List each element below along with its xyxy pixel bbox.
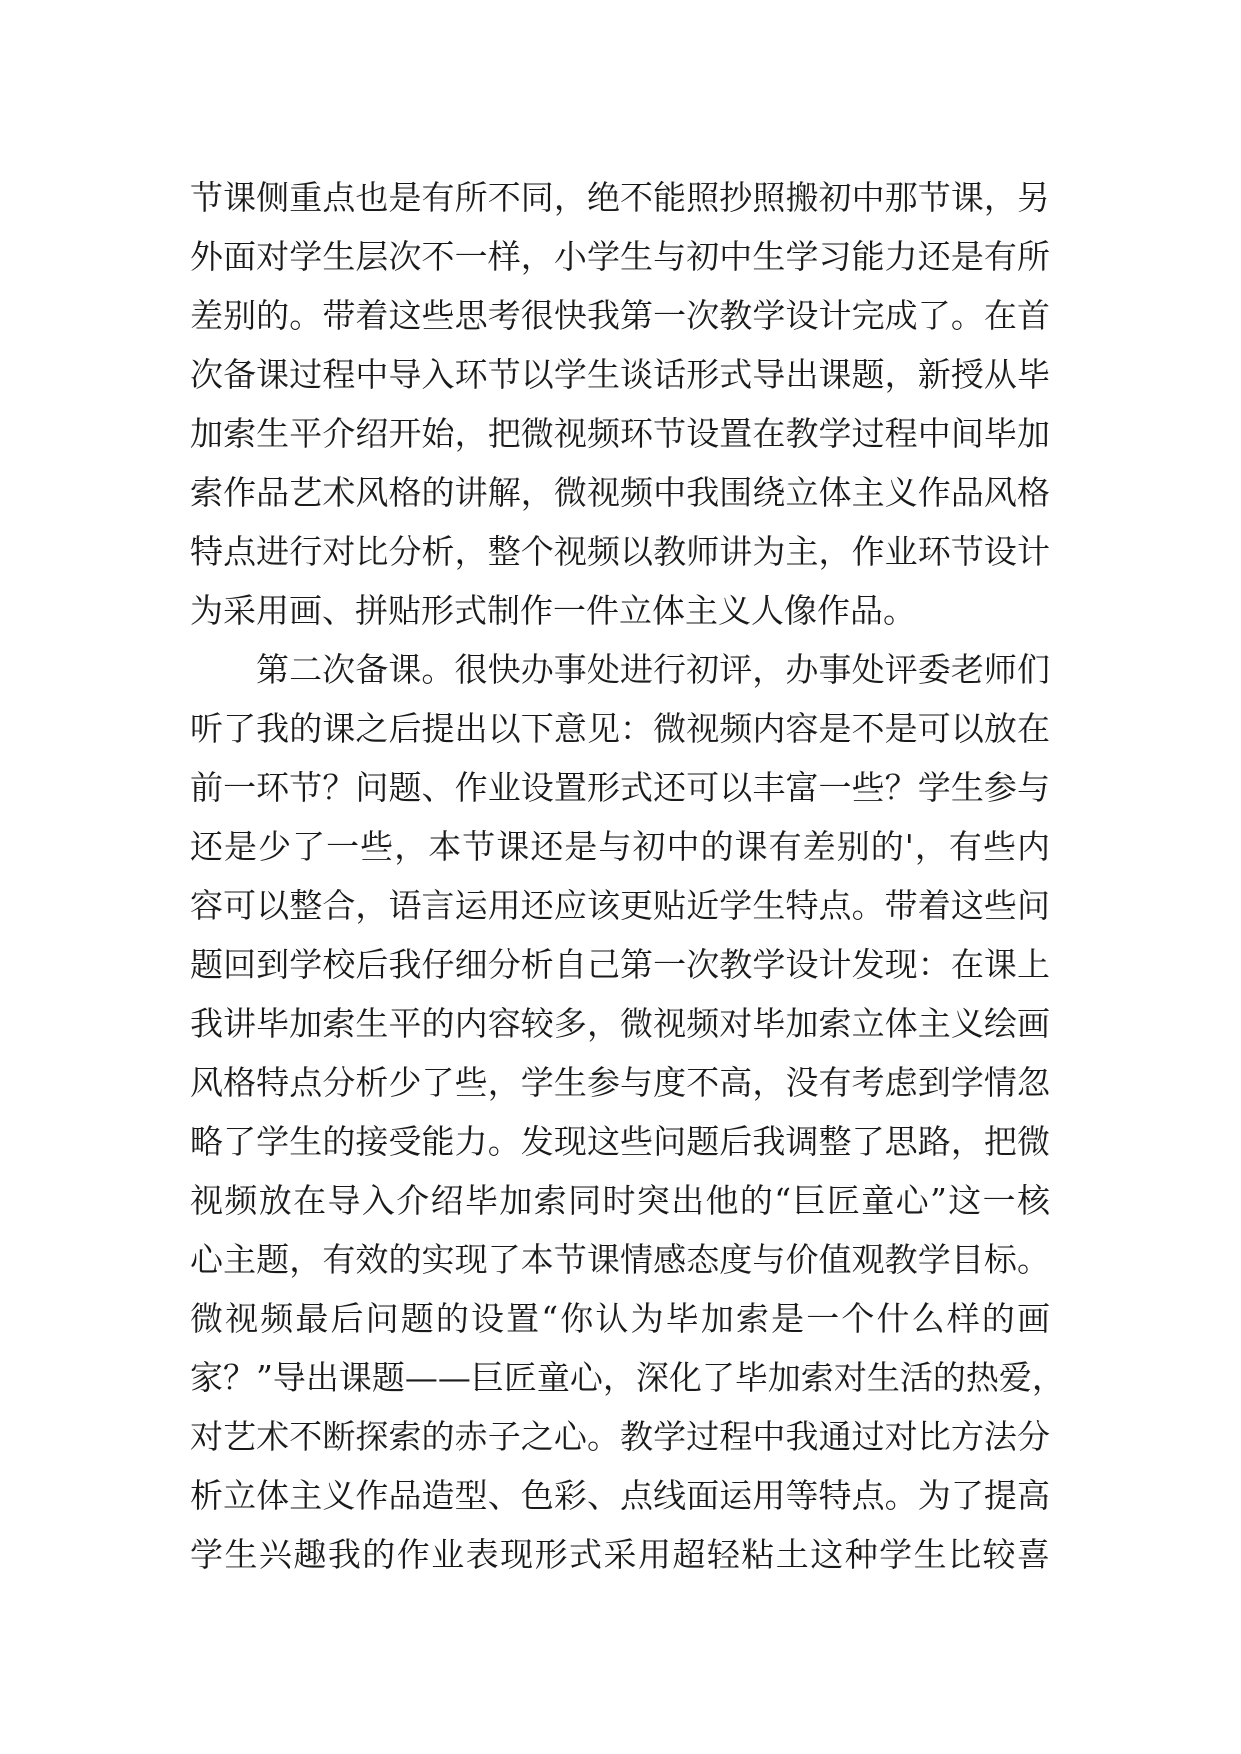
text-line: 对艺术不断探索的赤子之心。教学过程中我通过对比方法分 [190, 1417, 1050, 1456]
text-line: 微视频最后问题的设置“你认为毕加索是一个什么样的画 [190, 1299, 1050, 1338]
text-line: 次备课过程中导入环节以学生谈话形式导出课题，新授从毕 [190, 355, 1050, 394]
text-line: 为采用画、拼贴形式制作一件立体主义人像作品。 [190, 591, 916, 630]
body-text [190, 168, 1065, 1584]
text-line: 学生兴趣我的作业表现形式采用超轻粘土这种学生比较喜 [190, 1535, 1050, 1574]
text-line: 差别的。带着这些思考很快我第一次教学设计完成了。在首 [190, 296, 1050, 335]
text-line: 听了我的课之后提出以下意见：微视频内容是不是可以放在 [190, 709, 1050, 748]
text-line: 视频放在导入介绍毕加索同时突出他的“巨匠童心”这一核 [190, 1181, 1050, 1220]
paragraph-2 [190, 640, 1065, 1584]
text-line: 家？”导出课题——巨匠童心，深化了毕加索对生活的热爱， [190, 1358, 1065, 1397]
text-line: 题回到学校后我仔细分析自己第一次教学设计发现：在课上 [190, 945, 1050, 984]
text-line: 外面对学生层次不一样，小学生与初中生学习能力还是有所 [190, 237, 1050, 276]
text-line: 还是少了一些，本节课还是与初中的课有差别的'，有些内 [190, 827, 1050, 866]
text-line: 心主题，有效的实现了本节课情感态度与价值观教学目标。 [190, 1240, 1050, 1279]
text-line: 特点进行对比分析，整个视频以教师讲为主，作业环节设计 [190, 532, 1050, 571]
text-line: 风格特点分析少了些，学生参与度不高，没有考虑到学情忽 [190, 1063, 1050, 1102]
text-line: 加索生平介绍开始，把微视频环节设置在教学过程中间毕加 [190, 414, 1050, 453]
text-line: 我讲毕加索生平的内容较多，微视频对毕加索立体主义绘画 [190, 1004, 1050, 1043]
text-line: 索作品艺术风格的讲解，微视频中我围绕立体主义作品风格 [190, 473, 1050, 512]
text-line: 前一环节？问题、作业设置形式还可以丰富一些？学生参与 [190, 768, 1050, 807]
text-line: 第二次备课。很快办事处进行初评，办事处评委老师们 [256, 650, 1050, 689]
text-line: 略了学生的接受能力。发现这些问题后我调整了思路，把微 [190, 1122, 1050, 1161]
paragraph-1 [190, 168, 1050, 640]
text-line: 析立体主义作品造型、色彩、点线面运用等特点。为了提高 [190, 1476, 1050, 1515]
text-line: 节课侧重点也是有所不同，绝不能照抄照搬初中那节课，另 [190, 178, 1050, 217]
text-line: 容可以整合，语言运用还应该更贴近学生特点。带着这些问 [190, 886, 1050, 925]
